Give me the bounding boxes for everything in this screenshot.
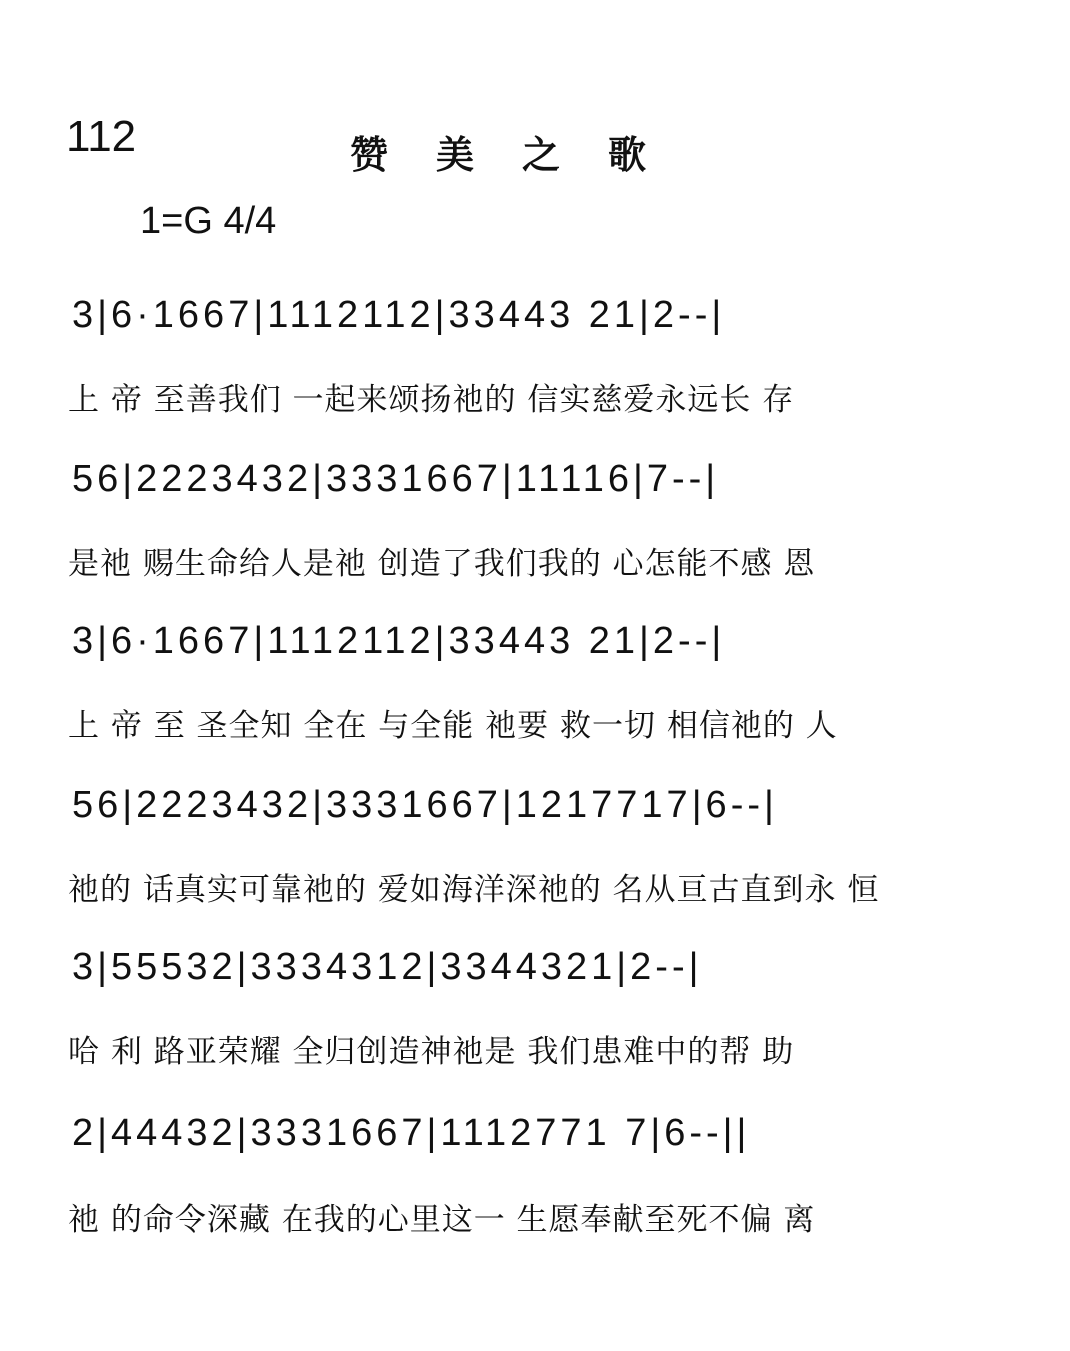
notation-line-6: 2|44432|3331667|1112771 7|6--|| <box>72 1112 751 1154</box>
lyric-line-3: 上 帝 至 圣全知 全在 与全能 祂要 救一切 相信祂的 人 <box>68 708 838 744</box>
song-number: 112 <box>66 112 137 161</box>
lyric-line-1: 上 帝 至善我们 一起来颂扬祂的 信实慈爱永远长 存 <box>68 382 795 418</box>
notation-line-1: 3|6·1667|1112112|33443 21|2--| <box>72 294 726 336</box>
notation-line-2: 56|2223432|3331667|11116|7--| <box>72 458 720 500</box>
lyric-line-4: 祂的 话真实可靠祂的 爱如海洋深祂的 名从亘古直到永 恒 <box>68 872 880 908</box>
notation-line-5: 3|55532|3334312|3344321|2--| <box>72 946 703 988</box>
notation-line-4: 56|2223432|3331667|1217717|6--| <box>72 784 778 826</box>
key-time-signature: 1=G 4/4 <box>140 200 277 242</box>
lyric-line-5: 哈 利 路亚荣耀 全归创造神祂是 我们患难中的帮 助 <box>68 1034 795 1070</box>
lyric-line-2: 是祂 赐生命给人是祂 创造了我们我的 心怎能不感 恩 <box>68 546 816 582</box>
song-title: 赞美之歌 <box>350 132 695 177</box>
notation-line-3: 3|6·1667|1112112|33443 21|2--| <box>72 620 726 662</box>
lyric-line-6: 祂 的命令深藏 在我的心里这一 生愿奉献至死不偏 离 <box>68 1202 816 1238</box>
